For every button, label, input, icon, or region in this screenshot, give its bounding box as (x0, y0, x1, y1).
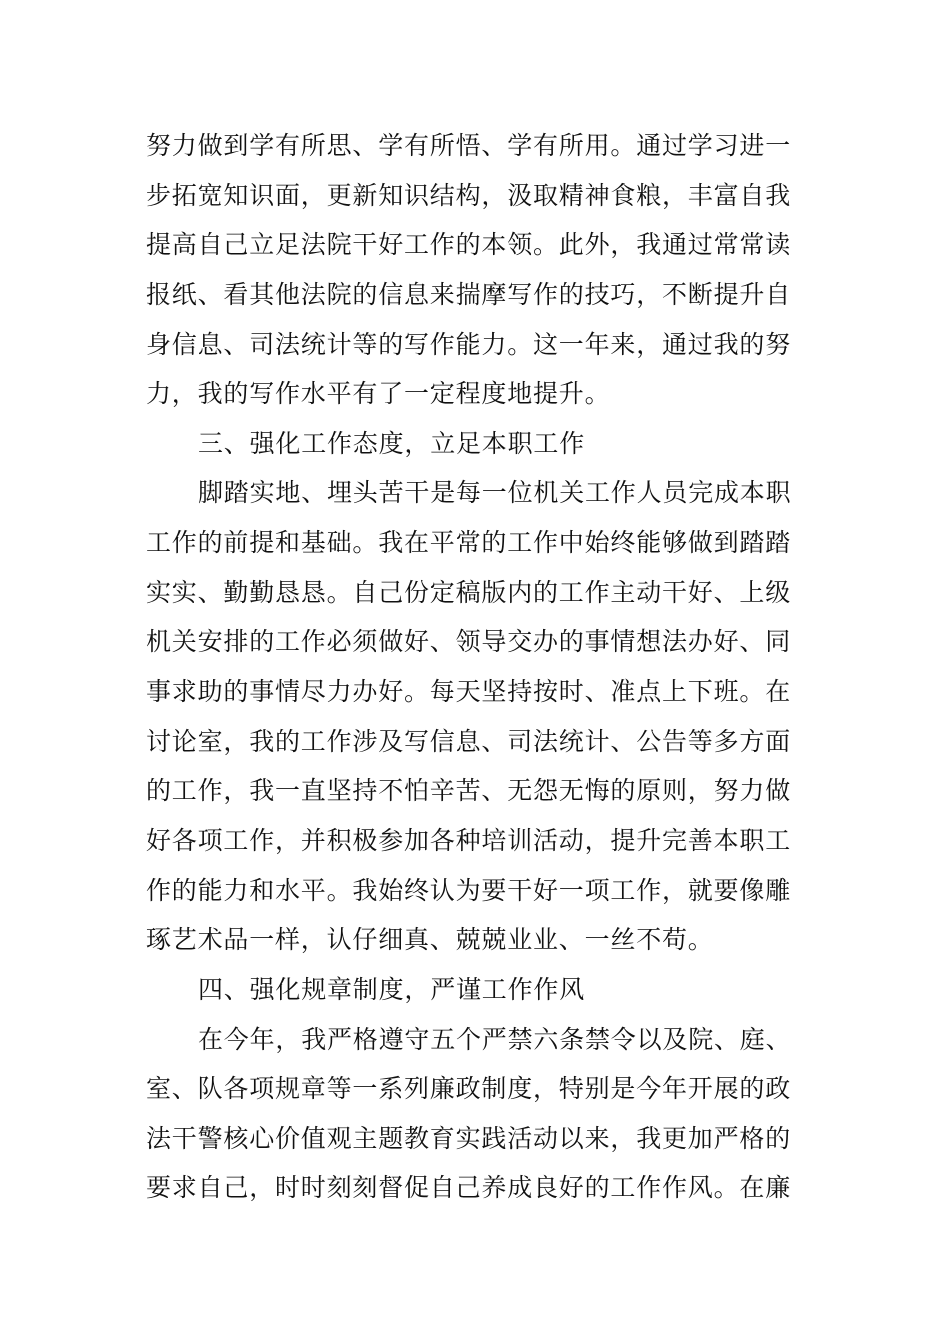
document-body (146, 121, 818, 1213)
text-line: 报纸、看其他法院的信息来揣摩写作的技巧，不断提升自 (146, 279, 792, 309)
text-line: 的工作，我一直坚持不怕辛苦、无怨无悔的原则，努力做 (146, 776, 792, 806)
text-line: 作的能力和水平。我始终认为要干好一项工作，就要像雕 (146, 875, 792, 905)
text-line: 努力做到学有所思、学有所悟、学有所用。通过学习进一 (146, 131, 792, 160)
section-heading: 四、强化规章制度，严谨工作作风 (198, 974, 586, 1004)
text-line: 好各项工作，并积极参加各种培训活动，提升完善本职工 (146, 825, 792, 855)
text-line: 提高自己立足法院干好工作的本领。此外，我通过常常读 (146, 230, 792, 260)
text-line: 力，我的写作水平有了一定程度地提升。 (146, 379, 611, 409)
text-line: 法干警核心价值观主题教育实践活动以来，我更加严格的 (146, 1123, 792, 1153)
text-line: 室、队各项规章等一系列廉政制度，特别是今年开展的政 (146, 1074, 792, 1104)
text-line: 琢艺术品一样，认仔细真、兢兢业业、一丝不苟。 (146, 925, 714, 955)
text-line: 工作的前提和基础。我在平常的工作中始终能够做到踏踏 (146, 528, 792, 558)
paragraph-start-line: 在今年，我严格遵守五个严禁六条禁令以及院、庭、 (198, 1024, 792, 1054)
section-heading: 三、强化工作态度，立足本职工作 (198, 428, 586, 458)
paragraph-start-line: 脚踏实地、埋头苦干是每一位机关工作人员完成本职 (198, 478, 792, 508)
text-line: 实实、勤勤恳恳。自己份定稿版内的工作主动干好、上级 (146, 577, 792, 607)
text-line: 身信息、司法统计等的写作能力。这一年来，通过我的努 (146, 329, 792, 359)
text-line: 事求助的事情尽力办好。每天坚持按时、准点上下班。在 (146, 677, 792, 707)
text-line: 步拓宽知识面，更新知识结构，汲取精神食粮，丰富自我 (146, 180, 792, 210)
text-line: 讨论室，我的工作涉及写信息、司法统计、公告等多方面 (146, 726, 792, 756)
text-line: 要求自己，时时刻刻督促自己养成良好的工作作风。在廉 (146, 1173, 792, 1203)
text-line: 机关安排的工作必须做好、领导交办的事情想法办好、同 (146, 627, 792, 657)
